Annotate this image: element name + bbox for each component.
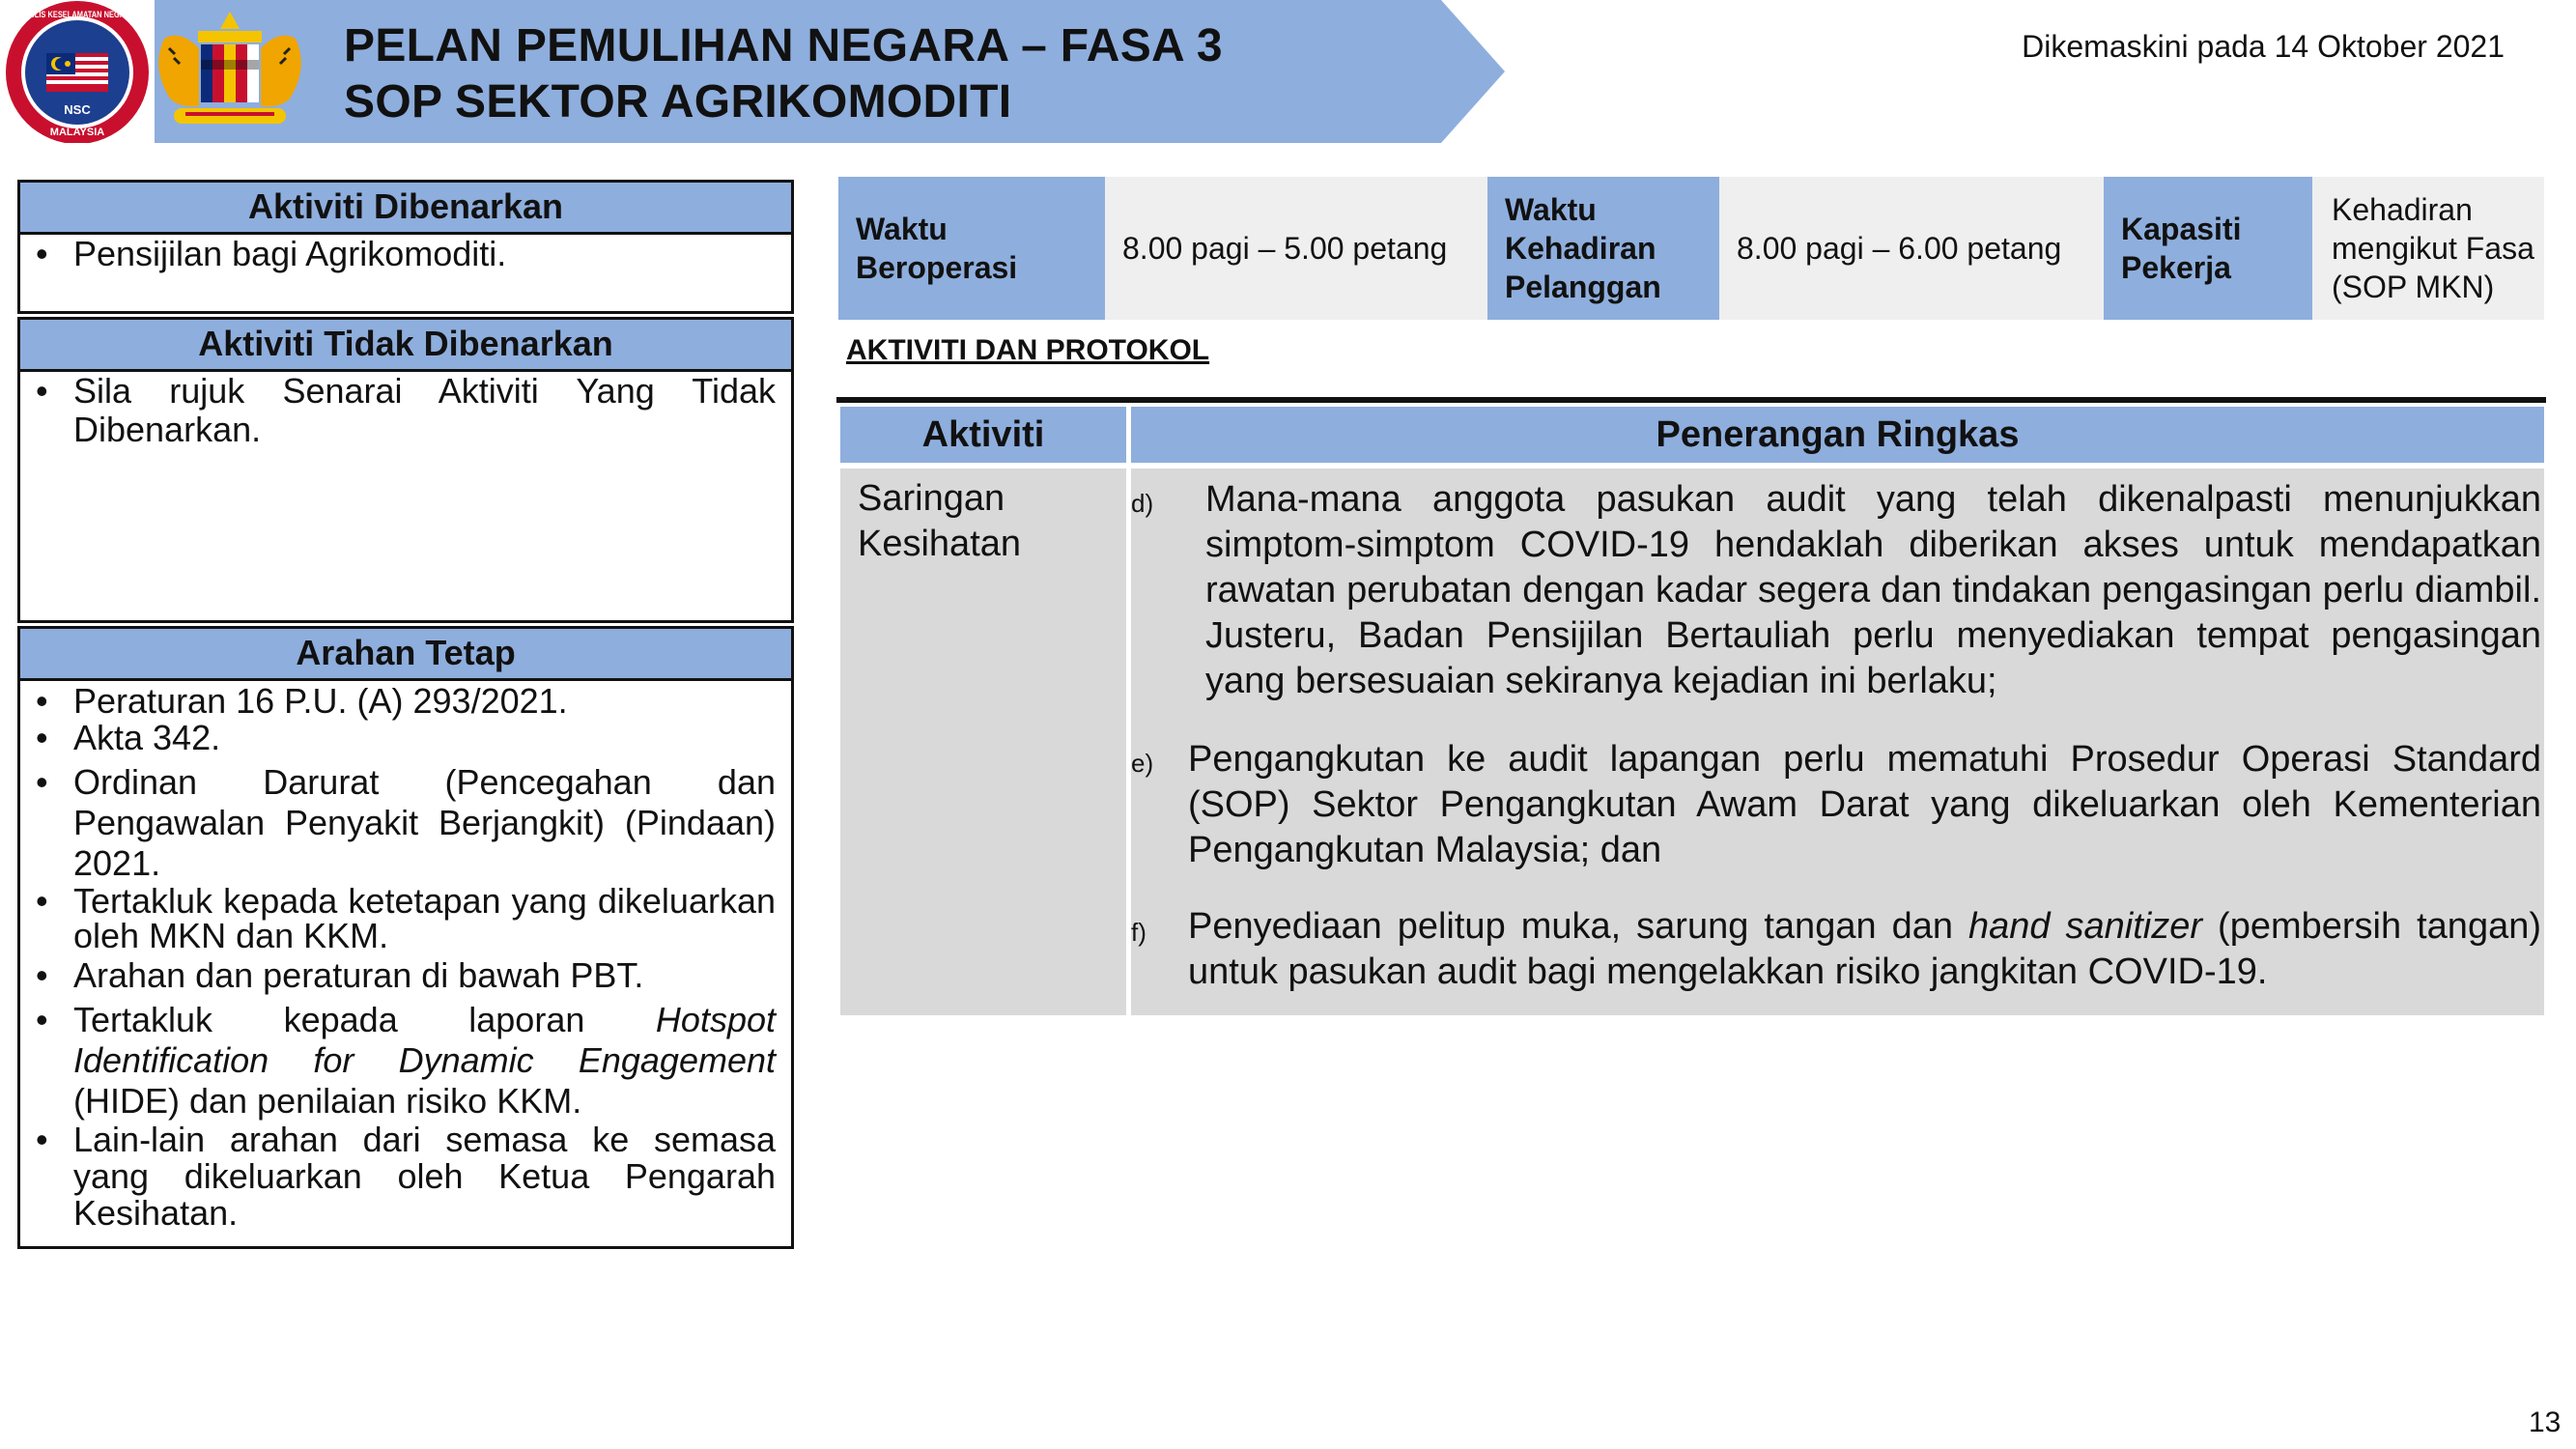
description-cell	[1131, 469, 2544, 1015]
list-item	[20, 1000, 791, 1122]
description-item: Mana-mana anggota pasukan audit yang telah dikenalpasti menunjukkan simptom-simptom COVID-19 hendaklah diberikan akses untuk mendapatkan rawatan perubatan dengan kadar segera dan tindakan pengasingan perlu diambil. Justeru, Badan Pensijilan Bertauliah perlu menyediakan tempat pengasingan yang bersesuaian sekiranya kejadian ini berlaku;	[1205, 479, 2541, 701]
list-item-italic-text: Hotspot Identification for Dynamic Engagement	[73, 1000, 776, 1080]
activity-cell	[840, 469, 1126, 1015]
nsc-logo-ring-text: MAJLIS KESELAMATAN NEGARA	[19, 10, 136, 19]
list-item: • Lain-lain arahan dari semasa ke semasa yang dikeluarkan oleh Ketua Pengarah Kesihatan.	[20, 1122, 791, 1232]
operating-hours-value: 8.00 pagi – 5.00 petang	[1105, 177, 1487, 320]
description-text: (pembersih tangan) untuk pasukan audit bagi mengelakkan risiko jangkitan COVID-19.	[1188, 906, 2541, 992]
operating-hours-label: Waktu Beroperasi	[838, 177, 1105, 320]
list-item: • Pensijilan bagi Agrikomoditi.	[20, 235, 791, 273]
table-top-rule	[836, 397, 2546, 403]
list-item: • Arahan dan peraturan di bawah PBT.	[20, 955, 791, 996]
description-item	[1188, 904, 2541, 995]
worker-capacity-value: Kehadiran mengikut Fasa (SOP MKN)	[2312, 177, 2544, 320]
customer-hours-label: Waktu Kehadiran Pelanggan	[1487, 177, 1719, 320]
allowed-activities-box	[17, 180, 794, 314]
customer-hours-value: 8.00 pagi – 6.00 petang	[1719, 177, 2104, 320]
page-title: PELAN PEMULIHAN NEGARA – FASA 3	[344, 20, 1223, 71]
nsc-logo	[6, 1, 149, 143]
standing-orders-heading: Arahan Tetap	[20, 629, 791, 681]
updated-date: Dikemaskini pada 14 Oktober 2021	[2022, 29, 2505, 64]
allowed-activities-heading: Aktiviti Dibenarkan	[20, 183, 791, 235]
activity-name: Saringan Kesihatan	[858, 478, 1022, 564]
item-marker: f)	[1131, 918, 1146, 947]
description-item: Pengangkutan ke audit lapangan perlu mematuhi Prosedur Operasi Standard (SOP) Sektor Pengangkutan Awam Darat yang dikeluarkan oleh Kementerian Pengangkutan Malaysia; dan	[1188, 739, 2541, 870]
standing-orders-box	[17, 626, 794, 1249]
item-marker: d)	[1131, 489, 1154, 518]
worker-capacity-label: Kapasiti Pekerja	[2104, 177, 2312, 320]
description-text: Penyediaan pelitup muka, sarung tangan dan	[1188, 906, 1968, 947]
list-item: • Ordinan Darurat (Pencegahan dan Pengawalan Penyakit Berjangkit) (Pindaan) 2021.	[20, 762, 791, 884]
not-allowed-activities-box	[17, 317, 794, 623]
page-number: 13	[2529, 1406, 2562, 1438]
list-item: • Akta 342.	[20, 720, 791, 756]
list-item-text: Tertakluk kepada laporan	[73, 1000, 656, 1039]
standing-orders-list	[20, 681, 791, 1232]
column-header-description: Penerangan Ringkas	[1131, 407, 2544, 463]
allowed-activities-list	[20, 235, 791, 273]
section-title: AKTIVITI DAN PROTOKOL	[846, 334, 1210, 366]
nsc-logo-center-text: NSC	[64, 102, 91, 117]
item-marker: e)	[1131, 749, 1154, 778]
nsc-logo-bottom-text: MALAYSIA	[49, 127, 105, 138]
not-allowed-activities-heading: Aktiviti Tidak Dibenarkan	[20, 320, 791, 372]
description-italic-text: hand sanitizer	[1968, 906, 2203, 947]
not-allowed-activities-list	[20, 372, 791, 449]
page-subtitle: SOP SEKTOR AGRIKOMODITI	[344, 76, 1012, 128]
column-header-activity: Aktiviti	[840, 407, 1126, 463]
list-item: • Peraturan 16 P.U. (A) 293/2021.	[20, 683, 791, 720]
list-item-text: (HIDE) dan penilaian risiko KKM.	[73, 1081, 582, 1121]
list-item: • Tertakluk kepada ketetapan yang dikeluarkan oleh MKN dan KKM.	[20, 884, 791, 953]
list-item: • Sila rujuk Senarai Aktiviti Yang Tidak Dibenarkan.	[20, 372, 791, 449]
